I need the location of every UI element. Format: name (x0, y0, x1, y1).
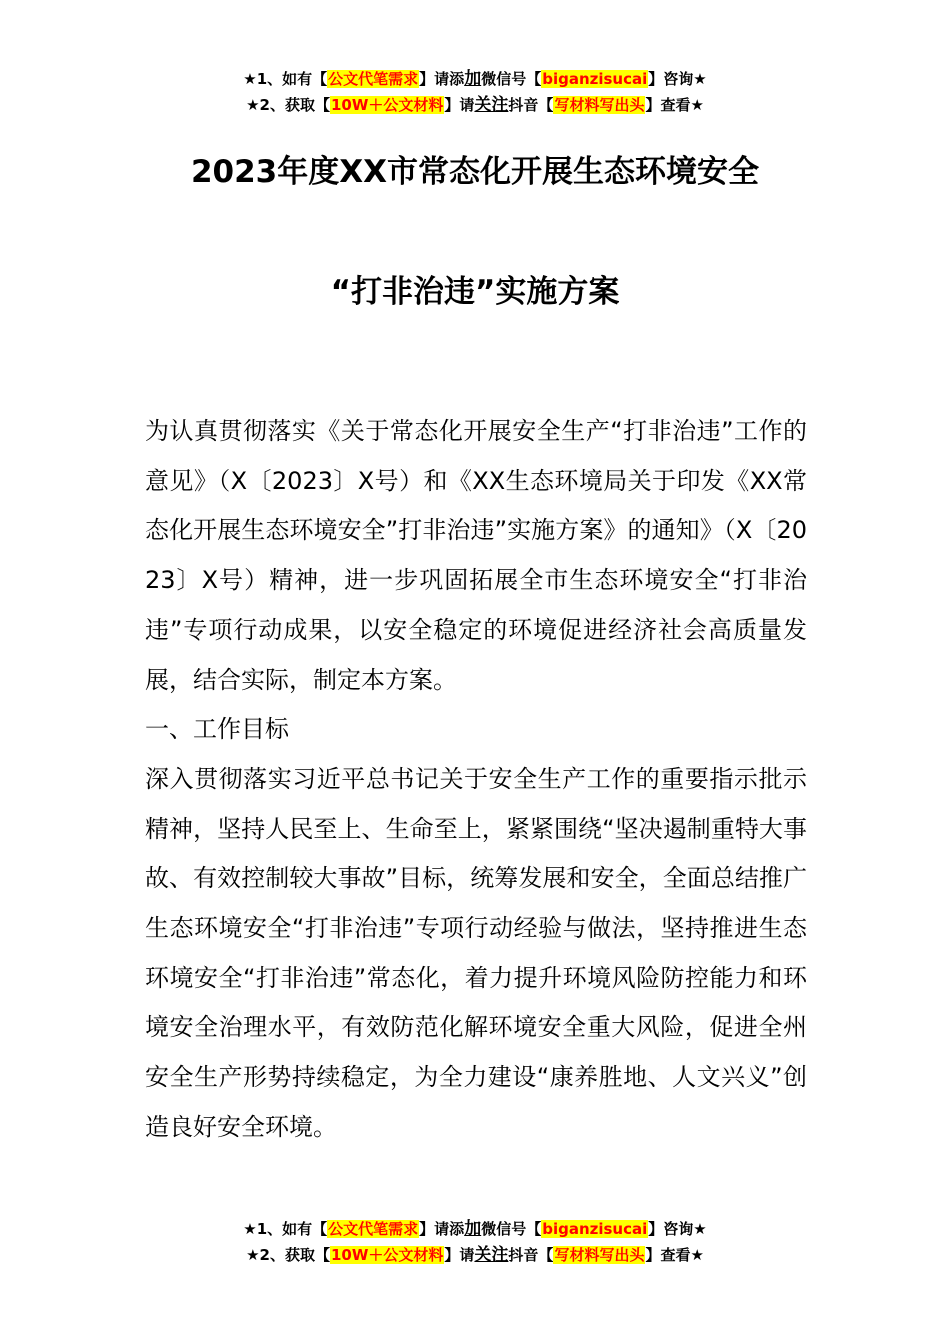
notice-1-emphasis: 加 (464, 69, 482, 89)
notice-line-2 (0, 92, 950, 118)
bottom-notice-1-suffix: 】咨询★ (648, 1220, 707, 1238)
bottom-notice-1-emphasis: 加 (464, 1219, 482, 1239)
notice-1-highlight-service: 公文代笔需求 (328, 70, 419, 88)
bottom-notice-line-2 (0, 1242, 950, 1268)
bottom-notice-1-highlight-service: 公文代笔需求 (328, 1220, 419, 1238)
bottom-notice-1-text: 】请添 (419, 1220, 465, 1238)
notice-2-suffix: 】查看★ (645, 96, 704, 114)
bottom-notice-2-prefix: ★2、获取【 (246, 1246, 330, 1264)
bottom-notice-1-highlight-wechat: biganzisucai (542, 1220, 648, 1238)
notice-1-text-2: 微信号【 (481, 70, 542, 88)
document-body (145, 407, 807, 1153)
bottom-notice-2-text: 】请 (444, 1246, 475, 1264)
notice-2-highlight-materials: 10W＋公文材料 (330, 96, 444, 114)
bottom-notice (0, 1216, 950, 1268)
bottom-notice-line-1 (0, 1216, 950, 1242)
document-title-line-2: “打非治违”实施方案 (330, 274, 620, 310)
bottom-notice-2-highlight-materials: 10W＋公文材料 (330, 1246, 444, 1264)
bottom-notice-2-highlight-douyin: 写材料写出头 (554, 1246, 645, 1264)
notice-2-text: 】请 (444, 96, 475, 114)
notice-2-prefix: ★2、获取【 (246, 96, 330, 114)
bottom-notice-2-emphasis: 关注 (474, 1245, 509, 1265)
notice-1-text: 】请添 (419, 70, 465, 88)
bottom-notice-1-text-2: 微信号【 (481, 1220, 542, 1238)
notice-1-prefix: ★1、如有【 (243, 70, 328, 88)
notice-2-emphasis: 关注 (474, 95, 509, 115)
intro-paragraph: 为认真贯彻落实《关于常态化开展安全生产“打非治违”工作的意见》（X〔2023〕X号）和《XX生态环境局关于印发《XX常态化开展生态环境安全”打非治违”实施方案》的通知》（X〔2023〕X号）精神，进一步巩固拓展全市生态环境安全“打非治违”专项行动成果，以安全稳定的环境促进经济社会高质量发展，结合实际，制定本方案。 (145, 417, 807, 694)
bottom-notice-2-suffix: 】查看★ (645, 1246, 704, 1264)
notice-line-1 (0, 66, 950, 92)
top-notice (0, 66, 950, 118)
bottom-notice-2-text-2: 抖音【 (508, 1246, 554, 1264)
notice-1-suffix: 】咨询★ (648, 70, 707, 88)
notice-2-text-2: 抖音【 (508, 96, 554, 114)
document-title-line-1: 2023年度XX市常态化开展生态环境安全 (190, 154, 760, 190)
notice-1-highlight-wechat: biganzisucai (542, 70, 648, 88)
work-goals-paragraph: 深入贯彻落实习近平总书记关于安全生产工作的重要指示批示精神，坚持人民至上、生命至上，紧紧围绕“坚决遏制重特大事故、有效控制较大事故”目标，统筹发展和安全，全面总结推广生态环境安全“打非治违”专项行动经验与做法，坚持推进生态环境安全“打非治违”常态化，着力提升环境风险防控能力和环境安全治理水平，有效防范化解环境安全重大风险，促进全州安全生产形势持续稳定，为全力建设“康养胜地、人文兴义”创造良好安全环境。 (145, 764, 807, 1141)
notice-2-highlight-douyin: 写材料写出头 (554, 96, 645, 114)
bottom-notice-1-prefix: ★1、如有【 (243, 1220, 328, 1238)
section-heading-work-goals: 一、工作目标 (145, 715, 289, 744)
